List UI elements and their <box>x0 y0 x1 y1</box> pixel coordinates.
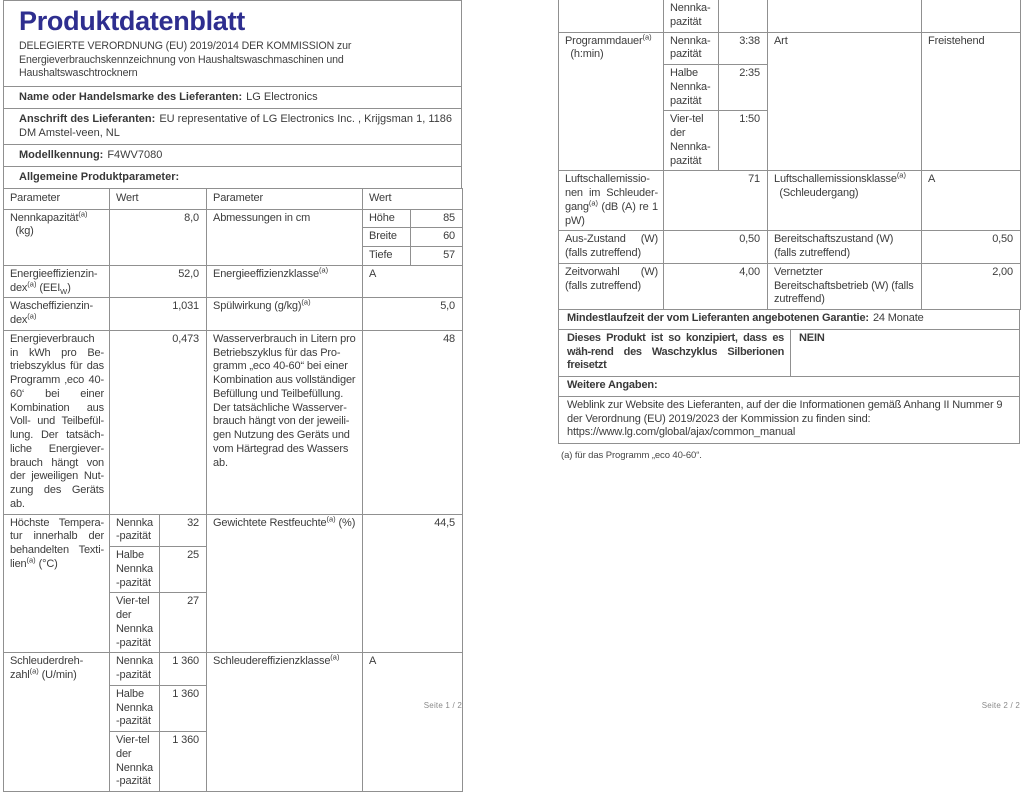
temp-rated-value: 32 <box>160 514 207 547</box>
temp-quarter-label: Vier-tel der Nennka-pazität <box>110 593 160 653</box>
table-row <box>4 209 463 228</box>
table-row <box>4 298 463 331</box>
silver-ions-label: Dieses Produkt ist so konzipiert, dass es wäh-rend des Waschzyklus Silberionen freisetzt <box>559 330 791 376</box>
networked-standby-value: 2,00 <box>922 263 1021 309</box>
model-value: F4WV7080 <box>107 148 163 161</box>
warranty-row <box>558 309 1020 330</box>
moisture-value: 44,5 <box>363 514 463 653</box>
dim-height-label: Höhe <box>363 209 411 228</box>
duration-rated-value: 3:38 <box>719 32 768 65</box>
spin-rated-value: 1 360 <box>160 653 207 686</box>
spin-rated-label: Nennka-pazität <box>110 653 160 686</box>
supplier-name-row <box>3 86 462 109</box>
eec-param: Energieeffizienzklasse$^{(a)}$ <box>207 265 363 298</box>
continuation-empty-value2 <box>922 0 1021 32</box>
off-mode-param: Aus-Zustand (W) (falls zutreffend) <box>559 231 664 264</box>
warranty-label: Mindestlaufzeit der vom Lieferanten angebotenen Garantie: <box>567 312 869 324</box>
page-1-footer: Seite 1 / 2 <box>423 701 462 710</box>
type-param: Art <box>768 32 922 171</box>
noise-class-value: A <box>922 171 1021 231</box>
more-info-row <box>558 376 1020 397</box>
header-parameter-2: Parameter <box>207 188 363 209</box>
eei-value: 52,0 <box>110 265 207 298</box>
eei-param: Energieeffizienzin-dex$^{(a)}$ $(EEI_W)$ <box>4 265 110 298</box>
table-row <box>4 514 463 547</box>
spin-speed-param: Schleuderdreh-zahl$^{(a)}$ (U/min) <box>4 653 110 792</box>
dimensions-param: Abmessungen in cm <box>207 209 363 265</box>
header-wert-1: Wert <box>110 188 207 209</box>
page-2-content <box>558 0 1020 461</box>
temp-quarter-value: 27 <box>160 593 207 653</box>
temp-rated-label: Nennka-pazität <box>110 514 160 547</box>
footnote: (a) für das Programm „eco 40-60“. <box>561 450 702 461</box>
silver-ions-value: NEIN <box>799 331 825 344</box>
spin-quarter-label: Vier-tel der Nennka-pazität <box>110 732 160 792</box>
supplier-address-label: Anschrift des Lieferanten: <box>19 112 156 125</box>
temp-half-label: Halbe Nennka-pazität <box>110 547 160 593</box>
spin-half-value: 1 360 <box>160 685 207 731</box>
page-2-footer: Seite 2 / 2 <box>981 701 1020 710</box>
rinse-value: 5,0 <box>363 298 463 331</box>
general-parameters-row <box>3 166 462 189</box>
noise-class-param: Luftschallemissionsklasse$^{(a)}$ (Schleudergang) <box>768 171 922 231</box>
wash-index-value: 1,031 <box>110 298 207 331</box>
rinse-param: Spülwirkung $(g/kg)^{(a)}$ <box>207 298 363 331</box>
continuation-sublabel: Nennka-pazität <box>664 0 719 32</box>
table-header-row <box>4 188 463 209</box>
continuation-empty-value <box>719 0 768 32</box>
water-param: Wasserverbrauch in Litern pro Betriebszyklus für das Pro-gramm „eco 40-60“ bei einer Kombination aus vollständiger Befüllung und Teilbefüllung. Der tatsächliche Wasserver-brauch hängt von der jeweili-gen Nutzung des Geräts und vom Härtegrad des Wassers ab. <box>207 330 363 514</box>
regulation-line-1: DELEGIERTE VERORDNUNG (EU) 2019/2014 DER KOMMISSION zur <box>19 40 352 52</box>
capacity-value: 8,0 <box>110 209 207 265</box>
table-row <box>4 265 463 298</box>
noise-value: 71 <box>664 171 768 231</box>
spin-class-value: A <box>363 653 463 792</box>
dim-depth-label: Tiefe <box>363 247 411 266</box>
warranty-value: 24 Monate <box>872 312 924 324</box>
title-block <box>3 0 462 87</box>
header-parameter-1: Parameter <box>4 188 110 209</box>
standby-value: 0,50 <box>922 231 1021 264</box>
table-row <box>559 32 1021 65</box>
table-row <box>4 653 463 686</box>
spin-quarter-value: 1 360 <box>160 732 207 792</box>
more-info-label: Weitere Angaben: <box>567 379 658 391</box>
delay-start-value: 4,00 <box>664 263 768 309</box>
duration-half-value: 2:35 <box>719 65 768 111</box>
page-title: Produktdatenblatt <box>19 6 245 36</box>
duration-quarter-label: Vier-tel der Nennka-pazität <box>664 111 719 171</box>
temperature-param: Höchste Tempera-tur innerhalb der behandelten Texti-lien$^{(a)}$ (°C) <box>4 514 110 653</box>
duration-param: Programmdauer$^{(a)}$ (h:min) <box>559 32 664 171</box>
temp-half-value: 25 <box>160 547 207 593</box>
table-row <box>559 231 1021 264</box>
spin-class-param: Schleudereffizienzklasse$^{(a)}$ <box>207 653 363 792</box>
weblink-row: Weblink zur Website des Lieferanten, auf der die Informationen gemäß Anhang II Nummer 9 der Verordnung (EU) 2019/2023 der Kommission zu finden sind: https://www.lg.com/global/ajax/common_manual <box>558 396 1020 444</box>
supplier-address-value: EU representative of LG Electronics Inc. , Krijgsman 1, 1186 DM Amstel-veen, NL <box>19 112 452 139</box>
capacity-param: Nennkapazität$^{(a)}$ (kg) <box>4 209 110 265</box>
supplier-name-value: LG Electronics <box>246 90 318 103</box>
supplier-name-label: Name oder Handelsmarke des Lieferanten: <box>19 90 243 103</box>
supplier-address-row <box>3 108 462 145</box>
continuation-empty-param <box>559 0 664 32</box>
header-wert-2: Wert <box>363 188 463 209</box>
regulation-line-2: Energieverbrauchskennzeichnung von Haushaltswaschmaschinen und Haushaltswaschtrocknern <box>19 53 344 79</box>
continuation-row <box>559 0 1021 32</box>
moisture-param: Gewichtete Restfeuchte$^{(a)}$ (%) <box>207 514 363 653</box>
model-row <box>3 144 462 167</box>
product-parameters-table-page2 <box>558 0 1021 310</box>
page-1 <box>0 0 512 788</box>
noise-param: Luftschallemissio-nen im Schleuder-gang$^{(a)}$ (dB (A) re 1 pW) <box>559 171 664 231</box>
dim-width-value: 60 <box>411 228 463 247</box>
dim-depth-value: 57 <box>411 247 463 266</box>
dim-width-label: Breite <box>363 228 411 247</box>
eec-value: A <box>363 265 463 298</box>
standby-param: Bereitschaftszustand (W) (falls zutreffend) <box>768 231 922 264</box>
table-row <box>4 330 463 514</box>
duration-rated-label: Nennka-pazität <box>664 32 719 65</box>
spin-half-label: Halbe Nennka-pazität <box>110 685 160 731</box>
silver-ions-row <box>558 329 1020 377</box>
dim-height-value: 85 <box>411 209 463 228</box>
energy-value: 0,473 <box>110 330 207 514</box>
general-parameters-label: Allgemeine Produktparameter: <box>19 170 180 183</box>
energy-param: Energieverbrauch in kWh pro Be-triebszyklus für das Programm ‚eco 40-60‘ bei einer Kombination aus Voll- und Teilbefül-lung. Der tatsäch-liche Energiever-brauch hängt von der jeweiligen Nut-zung des Geräts ab. <box>4 330 110 514</box>
page-2 <box>512 0 1024 715</box>
delay-start-param: Zeitvorwahl (W) (falls zutreffend) <box>559 263 664 309</box>
off-mode-value: 0,50 <box>664 231 768 264</box>
duration-half-label: Halbe Nennka-pazität <box>664 65 719 111</box>
duration-quarter-value: 1:50 <box>719 111 768 171</box>
continuation-empty-param2 <box>768 0 922 32</box>
table-row <box>559 263 1021 309</box>
table-row <box>559 171 1021 231</box>
networked-standby-param: Vernetzter Bereitschaftsbetrieb (W) (falls zutreffend) <box>768 263 922 309</box>
wash-index-param: Wascheffizienzin-dex$^{(a)}$ <box>4 298 110 331</box>
model-label: Modellkennung: <box>19 148 104 161</box>
type-value: Freistehend <box>922 32 1021 171</box>
water-value: 48 <box>363 330 463 514</box>
